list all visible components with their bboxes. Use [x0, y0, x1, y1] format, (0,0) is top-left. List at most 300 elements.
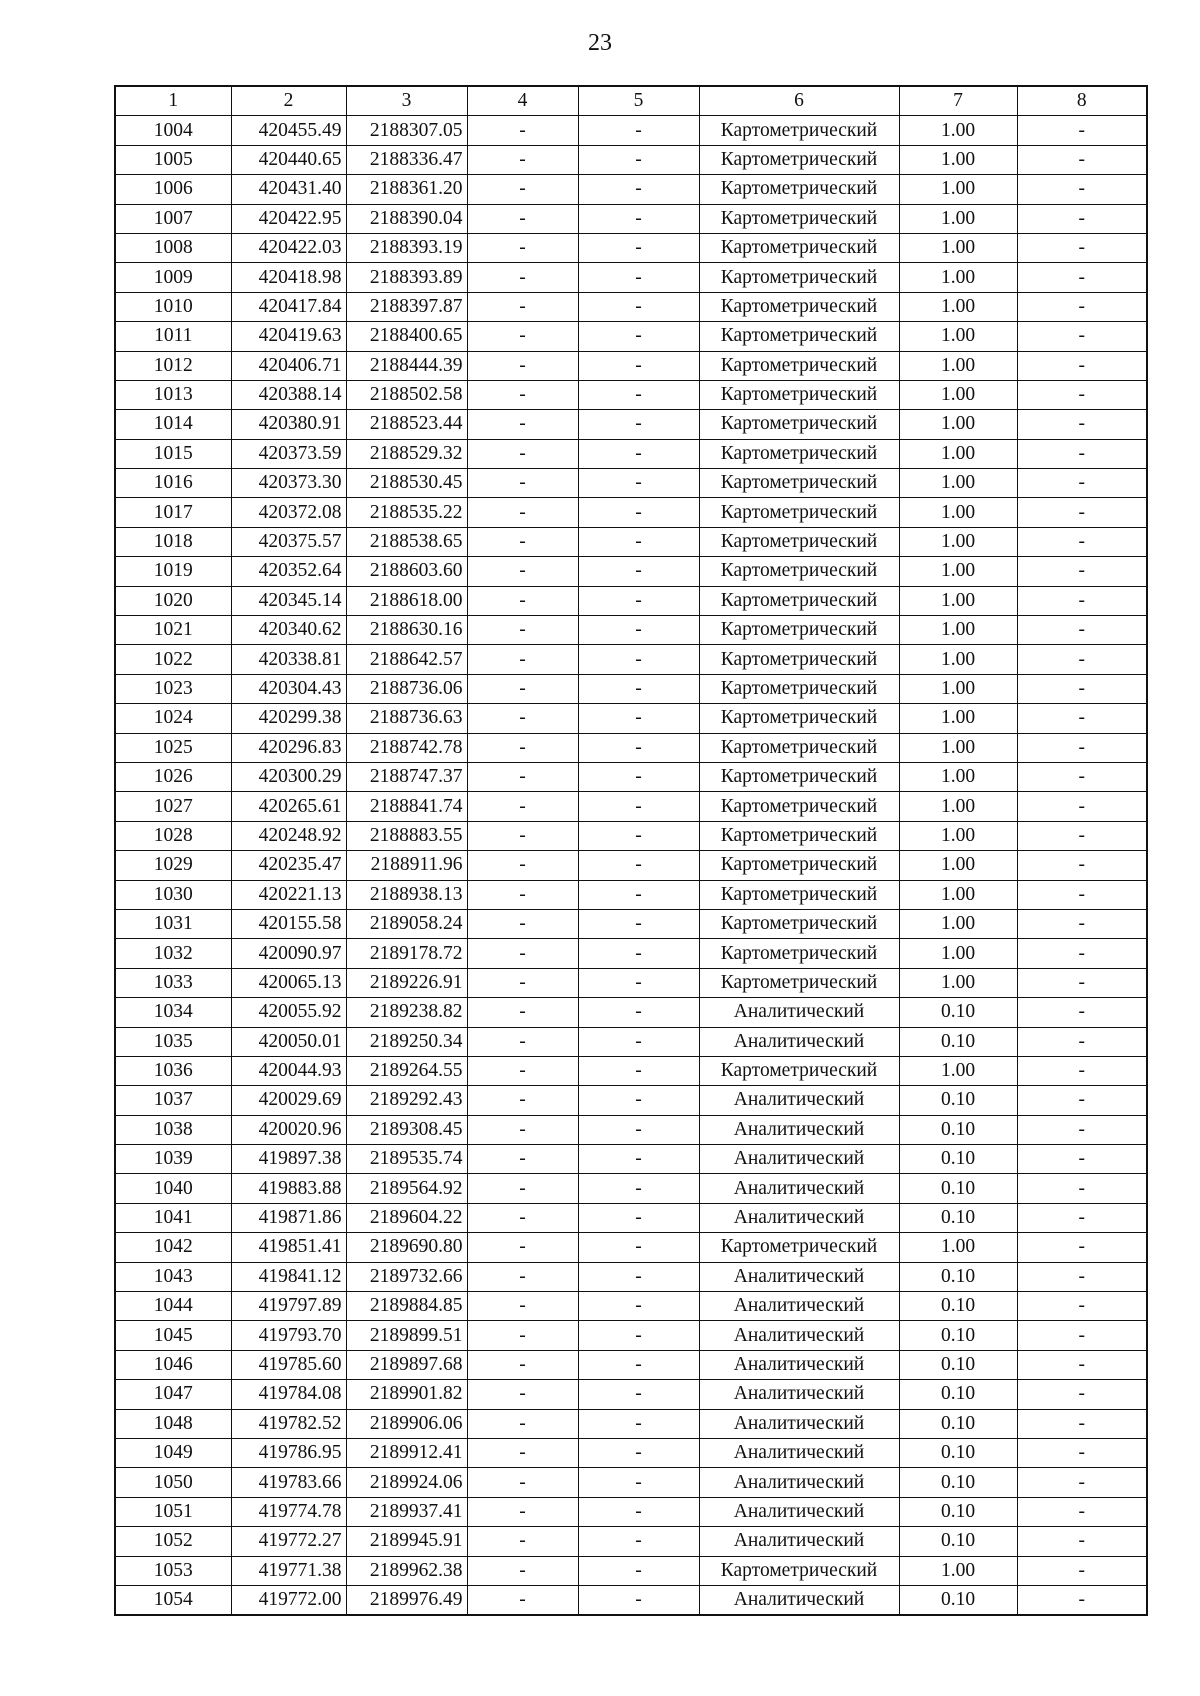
- x-coordinate-cell: 420020.96: [231, 1115, 346, 1144]
- method-cell: Аналитический: [699, 1086, 899, 1115]
- point-number-cell: 1045: [115, 1321, 231, 1350]
- table-row: [115, 439, 1147, 468]
- table-row: [115, 645, 1147, 674]
- col8-value-cell: -: [1017, 968, 1147, 997]
- method-cell: Аналитический: [699, 1203, 899, 1232]
- col8-value-cell: -: [1017, 1027, 1147, 1056]
- point-number-cell: 1004: [115, 116, 231, 145]
- table-row: [115, 1409, 1147, 1438]
- col8-value-cell: -: [1017, 410, 1147, 439]
- col4-value-cell: -: [467, 175, 578, 204]
- col4-value-cell: -: [467, 1086, 578, 1115]
- x-coordinate-cell: 419782.52: [231, 1409, 346, 1438]
- y-coordinate-cell: 2189901.82: [346, 1380, 467, 1409]
- table-row: [115, 1556, 1147, 1585]
- accuracy-cell: 1.00: [899, 733, 1017, 762]
- col8-value-cell: -: [1017, 1556, 1147, 1585]
- table-row: [115, 704, 1147, 733]
- x-coordinate-cell: 420375.57: [231, 527, 346, 556]
- point-number-cell: 1049: [115, 1438, 231, 1467]
- method-cell: Картометрический: [699, 263, 899, 292]
- method-cell: Картометрический: [699, 116, 899, 145]
- col4-value-cell: -: [467, 322, 578, 351]
- method-cell: Аналитический: [699, 1468, 899, 1497]
- x-coordinate-cell: 420304.43: [231, 674, 346, 703]
- y-coordinate-cell: 2188397.87: [346, 292, 467, 321]
- method-cell: Аналитический: [699, 1115, 899, 1144]
- column-header: 3: [346, 86, 467, 116]
- method-cell: Картометрический: [699, 351, 899, 380]
- col4-value-cell: -: [467, 851, 578, 880]
- x-coordinate-cell: 420055.92: [231, 998, 346, 1027]
- method-cell: Картометрический: [699, 762, 899, 791]
- accuracy-cell: 1.00: [899, 116, 1017, 145]
- x-coordinate-cell: 420050.01: [231, 1027, 346, 1056]
- x-coordinate-cell: 420090.97: [231, 939, 346, 968]
- x-coordinate-cell: 420422.95: [231, 204, 346, 233]
- col5-value-cell: -: [578, 616, 699, 645]
- column-header: 5: [578, 86, 699, 116]
- table-row: [115, 1438, 1147, 1467]
- point-number-cell: 1041: [115, 1203, 231, 1232]
- col8-value-cell: -: [1017, 292, 1147, 321]
- method-cell: Картометрический: [699, 880, 899, 909]
- col5-value-cell: -: [578, 1056, 699, 1085]
- table-row: [115, 351, 1147, 380]
- col4-value-cell: -: [467, 263, 578, 292]
- table-row: [115, 821, 1147, 850]
- col8-value-cell: -: [1017, 469, 1147, 498]
- table-row: [115, 233, 1147, 262]
- col5-value-cell: -: [578, 1086, 699, 1115]
- col4-value-cell: -: [467, 116, 578, 145]
- method-cell: Картометрический: [699, 674, 899, 703]
- accuracy-cell: 0.10: [899, 1174, 1017, 1203]
- accuracy-cell: 1.00: [899, 792, 1017, 821]
- x-coordinate-cell: 420221.13: [231, 880, 346, 909]
- x-coordinate-cell: 419772.27: [231, 1527, 346, 1556]
- method-cell: Аналитический: [699, 1174, 899, 1203]
- x-coordinate-cell: 420352.64: [231, 557, 346, 586]
- point-number-cell: 1009: [115, 263, 231, 292]
- col5-value-cell: -: [578, 116, 699, 145]
- col4-value-cell: -: [467, 439, 578, 468]
- col8-value-cell: -: [1017, 233, 1147, 262]
- point-number-cell: 1029: [115, 851, 231, 880]
- col5-value-cell: -: [578, 498, 699, 527]
- col8-value-cell: -: [1017, 1321, 1147, 1350]
- col4-value-cell: -: [467, 1056, 578, 1085]
- col8-value-cell: -: [1017, 1056, 1147, 1085]
- accuracy-cell: 1.00: [899, 469, 1017, 498]
- y-coordinate-cell: 2189899.51: [346, 1321, 467, 1350]
- point-number-cell: 1036: [115, 1056, 231, 1085]
- y-coordinate-cell: 2189897.68: [346, 1350, 467, 1379]
- col5-value-cell: -: [578, 1350, 699, 1379]
- point-number-cell: 1011: [115, 322, 231, 351]
- col5-value-cell: -: [578, 351, 699, 380]
- accuracy-cell: 0.10: [899, 1585, 1017, 1615]
- col8-value-cell: -: [1017, 704, 1147, 733]
- accuracy-cell: 0.10: [899, 1321, 1017, 1350]
- accuracy-cell: 0.10: [899, 1527, 1017, 1556]
- y-coordinate-cell: 2189884.85: [346, 1292, 467, 1321]
- table-row: [115, 263, 1147, 292]
- method-cell: Картометрический: [699, 292, 899, 321]
- table-row: [115, 1027, 1147, 1056]
- col5-value-cell: -: [578, 469, 699, 498]
- y-coordinate-cell: 2189535.74: [346, 1145, 467, 1174]
- col5-value-cell: -: [578, 175, 699, 204]
- col4-value-cell: -: [467, 498, 578, 527]
- col5-value-cell: -: [578, 557, 699, 586]
- point-number-cell: 1021: [115, 616, 231, 645]
- col4-value-cell: -: [467, 792, 578, 821]
- col4-value-cell: -: [467, 1527, 578, 1556]
- accuracy-cell: 0.10: [899, 1027, 1017, 1056]
- col4-value-cell: -: [467, 204, 578, 233]
- accuracy-cell: 0.10: [899, 1145, 1017, 1174]
- col5-value-cell: -: [578, 792, 699, 821]
- y-coordinate-cell: 2188502.58: [346, 380, 467, 409]
- page-number: 23: [588, 30, 612, 56]
- col8-value-cell: -: [1017, 380, 1147, 409]
- point-number-cell: 1038: [115, 1115, 231, 1144]
- y-coordinate-cell: 2189937.41: [346, 1497, 467, 1526]
- y-coordinate-cell: 2188618.00: [346, 586, 467, 615]
- accuracy-cell: 0.10: [899, 1468, 1017, 1497]
- accuracy-cell: 1.00: [899, 939, 1017, 968]
- y-coordinate-cell: 2189604.22: [346, 1203, 467, 1232]
- x-coordinate-cell: 419841.12: [231, 1262, 346, 1291]
- accuracy-cell: 0.10: [899, 1438, 1017, 1467]
- col8-value-cell: -: [1017, 1145, 1147, 1174]
- col5-value-cell: -: [578, 1527, 699, 1556]
- method-cell: Аналитический: [699, 1527, 899, 1556]
- table-row: [115, 292, 1147, 321]
- table-row: [115, 1350, 1147, 1379]
- col8-value-cell: -: [1017, 1468, 1147, 1497]
- col8-value-cell: -: [1017, 821, 1147, 850]
- x-coordinate-cell: 420248.92: [231, 821, 346, 850]
- col4-value-cell: -: [467, 1233, 578, 1262]
- method-cell: Картометрический: [699, 909, 899, 938]
- y-coordinate-cell: 2188642.57: [346, 645, 467, 674]
- method-cell: Аналитический: [699, 1145, 899, 1174]
- y-coordinate-cell: 2189690.80: [346, 1233, 467, 1262]
- col4-value-cell: -: [467, 557, 578, 586]
- point-number-cell: 1023: [115, 674, 231, 703]
- table-row: [115, 762, 1147, 791]
- method-cell: Картометрический: [699, 469, 899, 498]
- y-coordinate-cell: 2188361.20: [346, 175, 467, 204]
- point-number-cell: 1046: [115, 1350, 231, 1379]
- table-row: [115, 116, 1147, 145]
- col4-value-cell: -: [467, 616, 578, 645]
- table-row: [115, 1497, 1147, 1526]
- col8-value-cell: -: [1017, 1233, 1147, 1262]
- col8-value-cell: -: [1017, 1292, 1147, 1321]
- table-body: [115, 116, 1147, 1615]
- x-coordinate-cell: 419771.38: [231, 1556, 346, 1585]
- y-coordinate-cell: 2189226.91: [346, 968, 467, 997]
- table-row: [115, 1115, 1147, 1144]
- col8-value-cell: -: [1017, 1262, 1147, 1291]
- accuracy-cell: 1.00: [899, 880, 1017, 909]
- point-number-cell: 1039: [115, 1145, 231, 1174]
- table-row: [115, 1380, 1147, 1409]
- col4-value-cell: -: [467, 351, 578, 380]
- point-number-cell: 1053: [115, 1556, 231, 1585]
- accuracy-cell: 1.00: [899, 674, 1017, 703]
- point-number-cell: 1024: [115, 704, 231, 733]
- col4-value-cell: -: [467, 1350, 578, 1379]
- y-coordinate-cell: 2188742.78: [346, 733, 467, 762]
- method-cell: Аналитический: [699, 1292, 899, 1321]
- x-coordinate-cell: 420431.40: [231, 175, 346, 204]
- col8-value-cell: -: [1017, 733, 1147, 762]
- x-coordinate-cell: 419785.60: [231, 1350, 346, 1379]
- col8-value-cell: -: [1017, 1174, 1147, 1203]
- x-coordinate-cell: 420345.14: [231, 586, 346, 615]
- point-number-cell: 1006: [115, 175, 231, 204]
- col4-value-cell: -: [467, 1292, 578, 1321]
- accuracy-cell: 1.00: [899, 1233, 1017, 1262]
- col4-value-cell: -: [467, 1468, 578, 1497]
- accuracy-cell: 0.10: [899, 1262, 1017, 1291]
- method-cell: Картометрический: [699, 968, 899, 997]
- x-coordinate-cell: 420265.61: [231, 792, 346, 821]
- table-row: [115, 498, 1147, 527]
- x-coordinate-cell: 420418.98: [231, 263, 346, 292]
- table-row: [115, 998, 1147, 1027]
- col5-value-cell: -: [578, 1292, 699, 1321]
- point-number-cell: 1037: [115, 1086, 231, 1115]
- col4-value-cell: -: [467, 1321, 578, 1350]
- point-number-cell: 1040: [115, 1174, 231, 1203]
- col8-value-cell: -: [1017, 145, 1147, 174]
- y-coordinate-cell: 2188393.19: [346, 233, 467, 262]
- table-row: [115, 557, 1147, 586]
- method-cell: Картометрический: [699, 1056, 899, 1085]
- y-coordinate-cell: 2188630.16: [346, 616, 467, 645]
- x-coordinate-cell: 420029.69: [231, 1086, 346, 1115]
- y-coordinate-cell: 2188883.55: [346, 821, 467, 850]
- method-cell: Аналитический: [699, 1380, 899, 1409]
- col5-value-cell: -: [578, 1321, 699, 1350]
- col8-value-cell: -: [1017, 880, 1147, 909]
- point-number-cell: 1030: [115, 880, 231, 909]
- col8-value-cell: -: [1017, 175, 1147, 204]
- x-coordinate-cell: 419793.70: [231, 1321, 346, 1350]
- table-row: [115, 1056, 1147, 1085]
- table-row: [115, 1292, 1147, 1321]
- x-coordinate-cell: 420380.91: [231, 410, 346, 439]
- table-row: [115, 469, 1147, 498]
- coordinates-table: [114, 85, 1148, 1616]
- x-coordinate-cell: 420388.14: [231, 380, 346, 409]
- accuracy-cell: 1.00: [899, 616, 1017, 645]
- method-cell: Картометрический: [699, 410, 899, 439]
- column-header: 1: [115, 86, 231, 116]
- col4-value-cell: -: [467, 645, 578, 674]
- col8-value-cell: -: [1017, 1350, 1147, 1379]
- point-number-cell: 1043: [115, 1262, 231, 1291]
- method-cell: Картометрический: [699, 527, 899, 556]
- x-coordinate-cell: 420422.03: [231, 233, 346, 262]
- col5-value-cell: -: [578, 145, 699, 174]
- table-row: [115, 586, 1147, 615]
- col8-value-cell: -: [1017, 1409, 1147, 1438]
- col4-value-cell: -: [467, 762, 578, 791]
- col4-value-cell: -: [467, 233, 578, 262]
- accuracy-cell: 1.00: [899, 762, 1017, 791]
- col8-value-cell: -: [1017, 674, 1147, 703]
- x-coordinate-cell: 419786.95: [231, 1438, 346, 1467]
- y-coordinate-cell: 2189732.66: [346, 1262, 467, 1291]
- x-coordinate-cell: 420155.58: [231, 909, 346, 938]
- y-coordinate-cell: 2188307.05: [346, 116, 467, 145]
- y-coordinate-cell: 2188390.04: [346, 204, 467, 233]
- method-cell: Картометрический: [699, 792, 899, 821]
- x-coordinate-cell: 419797.89: [231, 1292, 346, 1321]
- col8-value-cell: -: [1017, 351, 1147, 380]
- y-coordinate-cell: 2189058.24: [346, 909, 467, 938]
- col5-value-cell: -: [578, 204, 699, 233]
- x-coordinate-cell: 420065.13: [231, 968, 346, 997]
- col4-value-cell: -: [467, 1409, 578, 1438]
- col4-value-cell: -: [467, 1585, 578, 1615]
- method-cell: Аналитический: [699, 1350, 899, 1379]
- table-row: [115, 322, 1147, 351]
- point-number-cell: 1016: [115, 469, 231, 498]
- table-row: [115, 1321, 1147, 1350]
- col8-value-cell: -: [1017, 998, 1147, 1027]
- table-row: [115, 1585, 1147, 1615]
- x-coordinate-cell: 420373.30: [231, 469, 346, 498]
- col4-value-cell: -: [467, 939, 578, 968]
- accuracy-cell: 1.00: [899, 968, 1017, 997]
- method-cell: Картометрический: [699, 851, 899, 880]
- accuracy-cell: 1.00: [899, 704, 1017, 733]
- x-coordinate-cell: 419774.78: [231, 1497, 346, 1526]
- method-cell: Картометрический: [699, 1233, 899, 1262]
- x-coordinate-cell: 420338.81: [231, 645, 346, 674]
- col4-value-cell: -: [467, 380, 578, 409]
- col5-value-cell: -: [578, 527, 699, 556]
- col5-value-cell: -: [578, 674, 699, 703]
- y-coordinate-cell: 2188736.63: [346, 704, 467, 733]
- col4-value-cell: -: [467, 998, 578, 1027]
- x-coordinate-cell: 419851.41: [231, 1233, 346, 1262]
- method-cell: Аналитический: [699, 1262, 899, 1291]
- accuracy-cell: 1.00: [899, 821, 1017, 850]
- table-row: [115, 175, 1147, 204]
- col4-value-cell: -: [467, 733, 578, 762]
- method-cell: Картометрический: [699, 498, 899, 527]
- accuracy-cell: 1.00: [899, 322, 1017, 351]
- x-coordinate-cell: 420235.47: [231, 851, 346, 880]
- table-row: [115, 851, 1147, 880]
- col5-value-cell: -: [578, 1556, 699, 1585]
- x-coordinate-cell: 420296.83: [231, 733, 346, 762]
- accuracy-cell: 0.10: [899, 1380, 1017, 1409]
- table-row: [115, 1262, 1147, 1291]
- y-coordinate-cell: 2189264.55: [346, 1056, 467, 1085]
- col5-value-cell: -: [578, 733, 699, 762]
- method-cell: Картометрический: [699, 322, 899, 351]
- col8-value-cell: -: [1017, 762, 1147, 791]
- point-number-cell: 1044: [115, 1292, 231, 1321]
- col8-value-cell: -: [1017, 616, 1147, 645]
- x-coordinate-cell: 419871.86: [231, 1203, 346, 1232]
- col8-value-cell: -: [1017, 116, 1147, 145]
- col5-value-cell: -: [578, 1115, 699, 1144]
- accuracy-cell: 1.00: [899, 263, 1017, 292]
- y-coordinate-cell: 2188393.89: [346, 263, 467, 292]
- col8-value-cell: -: [1017, 939, 1147, 968]
- point-number-cell: 1007: [115, 204, 231, 233]
- x-coordinate-cell: 420419.63: [231, 322, 346, 351]
- accuracy-cell: 1.00: [899, 909, 1017, 938]
- point-number-cell: 1051: [115, 1497, 231, 1526]
- point-number-cell: 1050: [115, 1468, 231, 1497]
- table-row: [115, 968, 1147, 997]
- table-row: [115, 1145, 1147, 1174]
- method-cell: Картометрический: [699, 175, 899, 204]
- y-coordinate-cell: 2189292.43: [346, 1086, 467, 1115]
- col8-value-cell: -: [1017, 645, 1147, 674]
- col4-value-cell: -: [467, 1203, 578, 1232]
- point-number-cell: 1027: [115, 792, 231, 821]
- point-number-cell: 1026: [115, 762, 231, 791]
- method-cell: Картометрический: [699, 645, 899, 674]
- col5-value-cell: -: [578, 1497, 699, 1526]
- accuracy-cell: 1.00: [899, 1056, 1017, 1085]
- method-cell: Картометрический: [699, 204, 899, 233]
- col4-value-cell: -: [467, 821, 578, 850]
- point-number-cell: 1022: [115, 645, 231, 674]
- accuracy-cell: 1.00: [899, 645, 1017, 674]
- x-coordinate-cell: 420299.38: [231, 704, 346, 733]
- col5-value-cell: -: [578, 322, 699, 351]
- col5-value-cell: -: [578, 704, 699, 733]
- table-row: [115, 527, 1147, 556]
- col5-value-cell: -: [578, 1203, 699, 1232]
- table-row: [115, 1527, 1147, 1556]
- method-cell: Картометрический: [699, 704, 899, 733]
- table-row: [115, 616, 1147, 645]
- col8-value-cell: -: [1017, 909, 1147, 938]
- point-number-cell: 1054: [115, 1585, 231, 1615]
- col4-value-cell: -: [467, 1115, 578, 1144]
- col4-value-cell: -: [467, 469, 578, 498]
- y-coordinate-cell: 2188535.22: [346, 498, 467, 527]
- method-cell: Картометрический: [699, 233, 899, 262]
- col4-value-cell: -: [467, 1380, 578, 1409]
- col4-value-cell: -: [467, 1438, 578, 1467]
- accuracy-cell: 0.10: [899, 1292, 1017, 1321]
- col8-value-cell: -: [1017, 1115, 1147, 1144]
- point-number-cell: 1048: [115, 1409, 231, 1438]
- point-number-cell: 1014: [115, 410, 231, 439]
- col5-value-cell: -: [578, 645, 699, 674]
- method-cell: Картометрический: [699, 586, 899, 615]
- table-row: [115, 145, 1147, 174]
- point-number-cell: 1018: [115, 527, 231, 556]
- accuracy-cell: 0.10: [899, 1203, 1017, 1232]
- method-cell: Картометрический: [699, 439, 899, 468]
